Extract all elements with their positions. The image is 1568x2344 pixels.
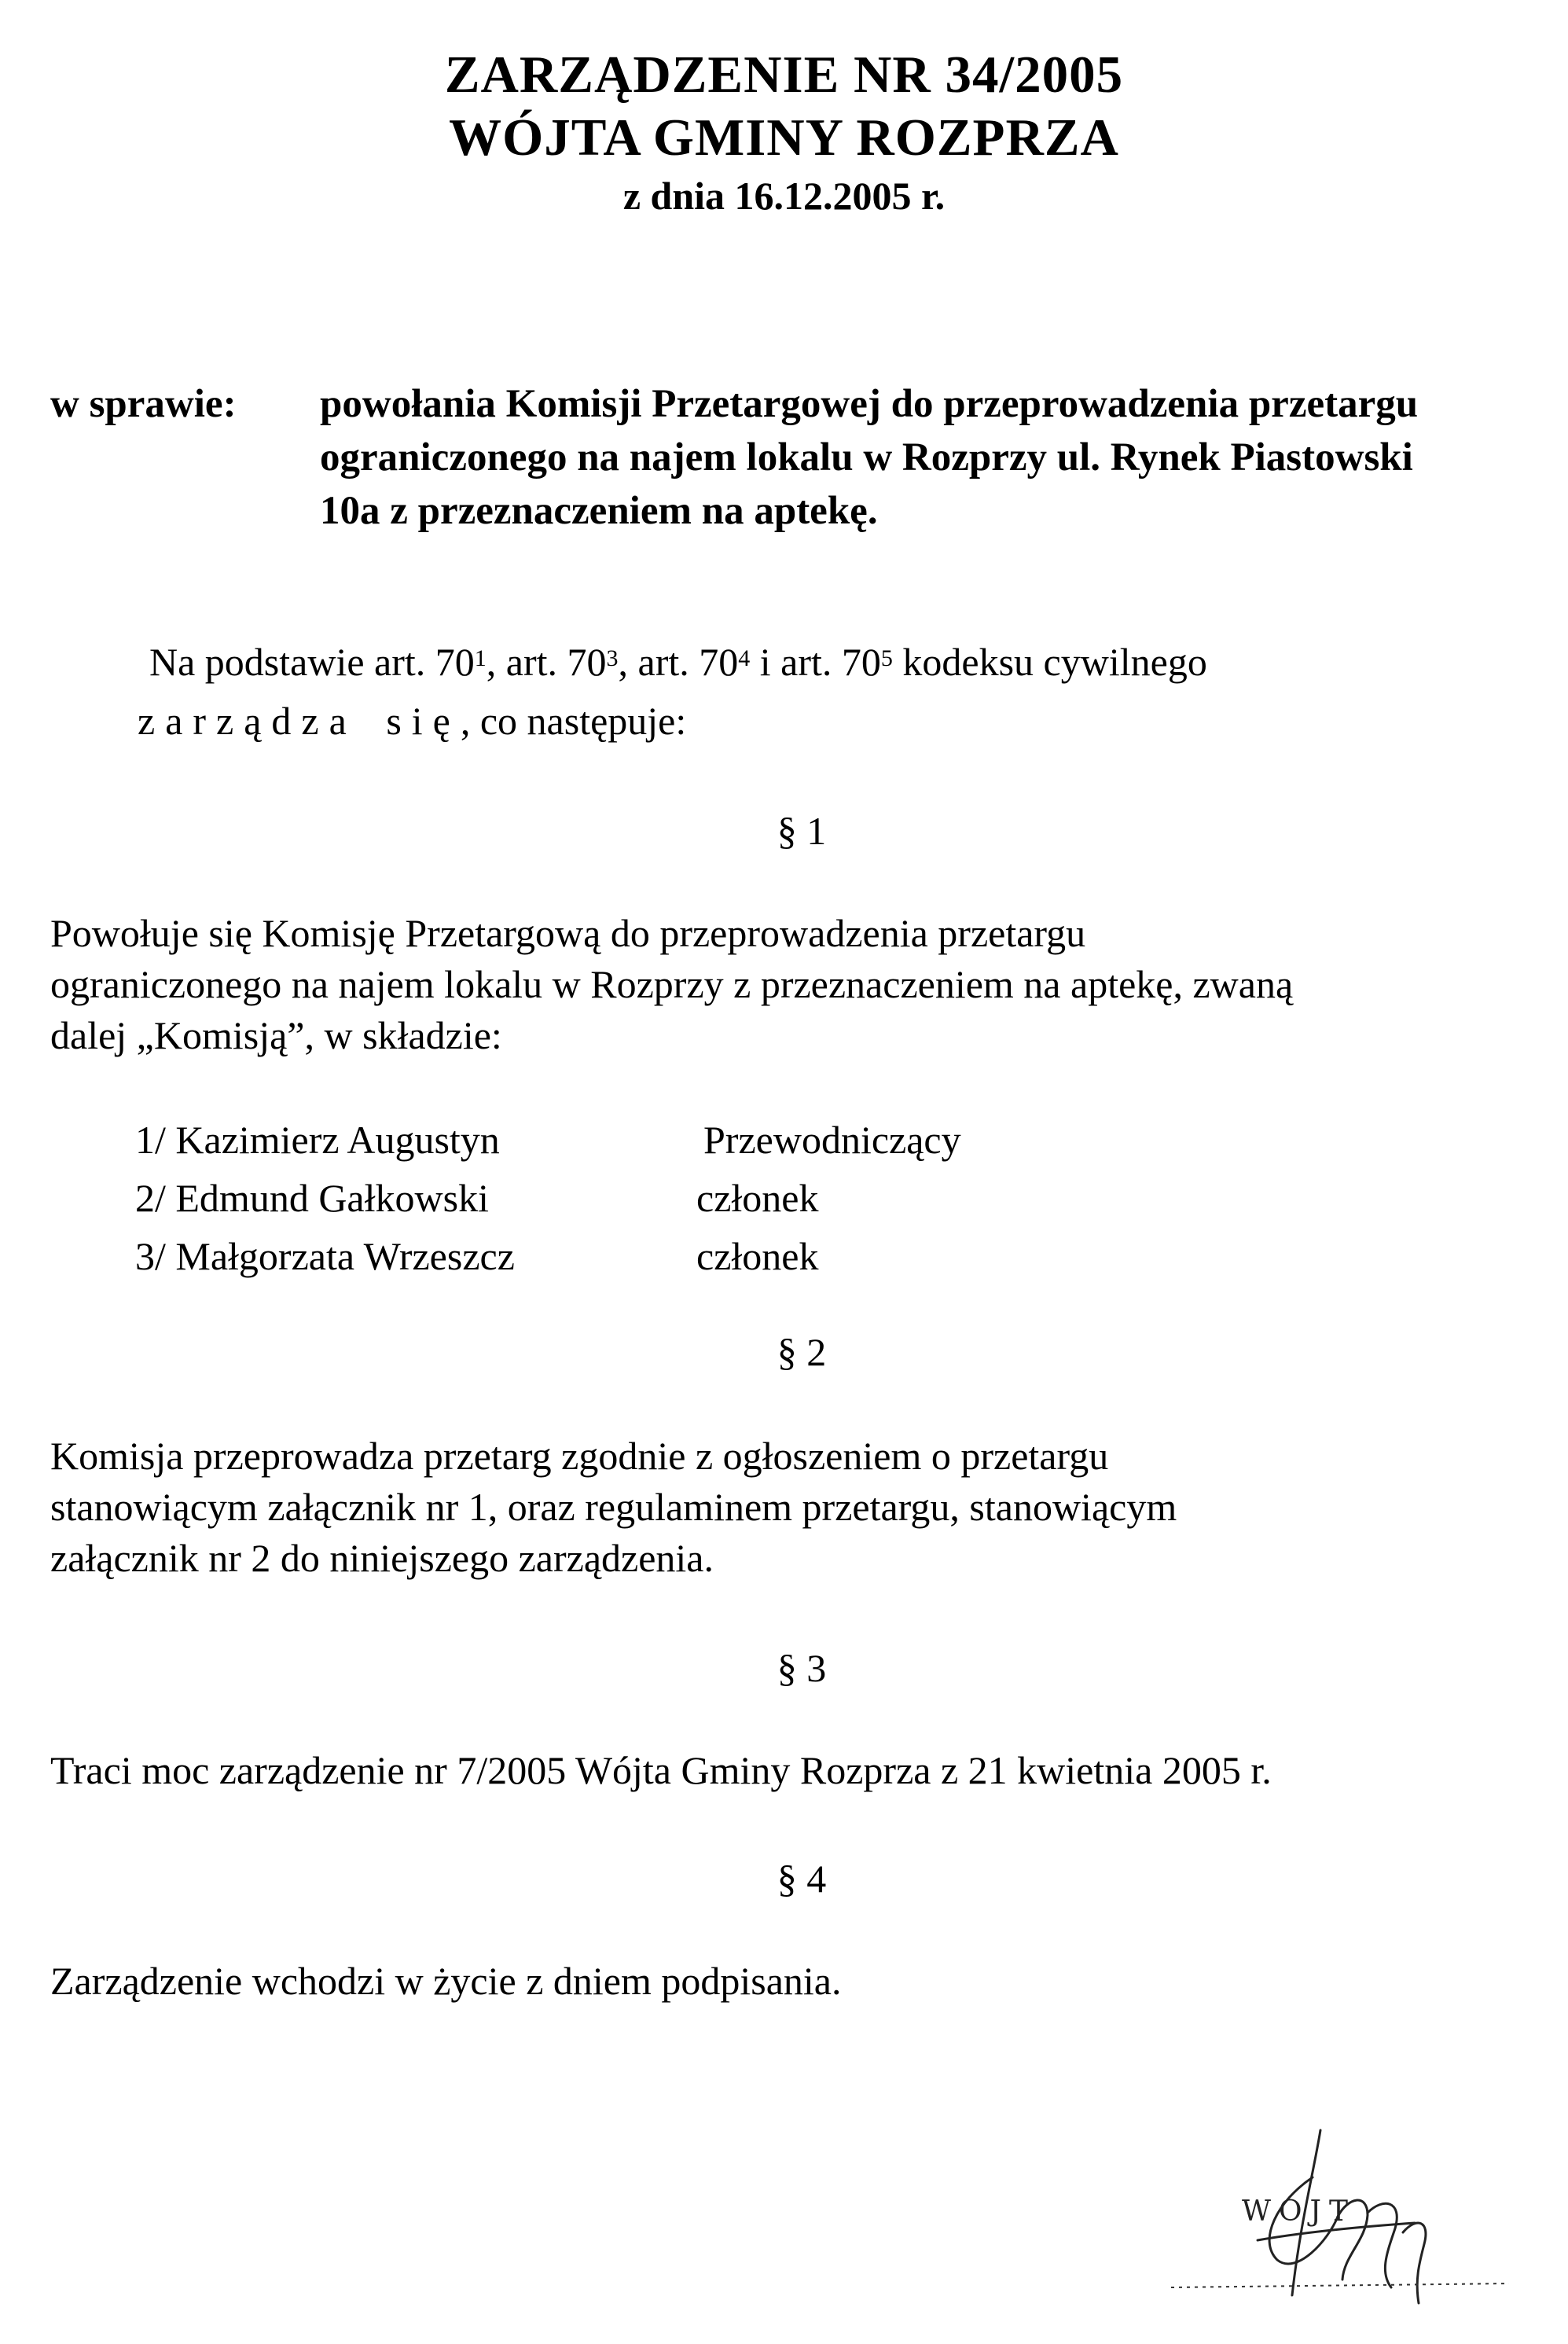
basis-text: kodeksu cywilnego: [892, 640, 1207, 684]
signature-stamp: [1132, 2122, 1540, 2327]
basis-superscript: 1: [474, 645, 487, 671]
basis-superscript: 3: [606, 645, 619, 671]
subject-label: w sprawie:: [50, 382, 237, 426]
document-title: ZARZĄDZENIE NR 34/2005: [444, 46, 1124, 104]
section-heading-4: § 4: [777, 1857, 827, 1901]
section-heading-2: § 2: [777, 1330, 827, 1374]
paragraph-line: załącznik nr 2 do niniejszego zarządzenia.: [50, 1536, 714, 1580]
subject-line: powołania Komisji Przetargowej do przeprowadzenia przetargu: [320, 382, 1419, 426]
section2-paragraph: [50, 1431, 1177, 1584]
basis-text: Na podstawie art. 70: [149, 640, 475, 684]
basis-text: , art. 70: [486, 640, 607, 684]
paragraph-line: stanowiącym załącznik nr 1, oraz regulaminem przetargu, stanowiącym: [50, 1485, 1177, 1529]
paragraph-line: Komisja przeprowadza przetarg zgodnie z ogłoszeniem o przetargu: [50, 1434, 1109, 1478]
basis-text: , art. 70: [618, 640, 739, 684]
subject-line: 10a z przeznaczeniem na aptekę.: [320, 489, 878, 533]
paragraph-line: Powołuje się Komisję Przetargową do przeprowadzenia przetargu: [50, 911, 1086, 955]
stamp-line: [1171, 2283, 1509, 2287]
formula-tail: , co następuje:: [460, 699, 687, 743]
section3-paragraph: Traci moc zarządzenie nr 7/2005 Wójta Gminy Rozprza z 21 kwietnia 2005 r.: [50, 1748, 1272, 1792]
spaced-word: się: [386, 699, 461, 743]
decree-formula: [138, 696, 686, 746]
member-name: 3/ Małgorzata Wrzeszcz: [135, 1234, 515, 1278]
basis-superscript: 5: [880, 645, 893, 671]
member-name: 2/ Edmund Gałkowski: [135, 1176, 489, 1220]
paragraph-line: ograniczonego na najem lokalu w Rozprzy z przeznaczeniem na aptekę, zwaną: [50, 962, 1294, 1006]
basis-text: i art. 70: [750, 640, 881, 684]
member-role: Przewodniczący: [703, 1118, 961, 1162]
member-role: członek: [696, 1234, 819, 1278]
svg-text:WÓJT: WÓJT: [1242, 2195, 1356, 2228]
section4-paragraph: Zarządzenie wchodzi w życie z dniem podpisania.: [50, 1959, 842, 2003]
section1-paragraph: [50, 908, 1293, 1061]
legal-basis: [149, 637, 1207, 687]
document-issuer: WÓJTA GMINY ROZPRZA: [449, 108, 1119, 167]
paragraph-line: dalej „Komisją”, w składzie:: [50, 1013, 502, 1057]
stamp-text: [1242, 2195, 1356, 2228]
member-role: członek: [696, 1176, 819, 1220]
subject-line: ograniczonego na najem lokalu w Rozprzy ul. Rynek Piastowski: [320, 435, 1413, 479]
member-name: 1/ Kazimierz Augustyn: [135, 1118, 500, 1162]
spaced-word: zarządza: [138, 699, 357, 743]
document-date: z dnia 16.12.2005 r.: [622, 174, 946, 218]
section-heading-3: § 3: [777, 1646, 827, 1690]
section-heading-1: § 1: [777, 809, 827, 853]
basis-superscript: 4: [738, 645, 751, 671]
